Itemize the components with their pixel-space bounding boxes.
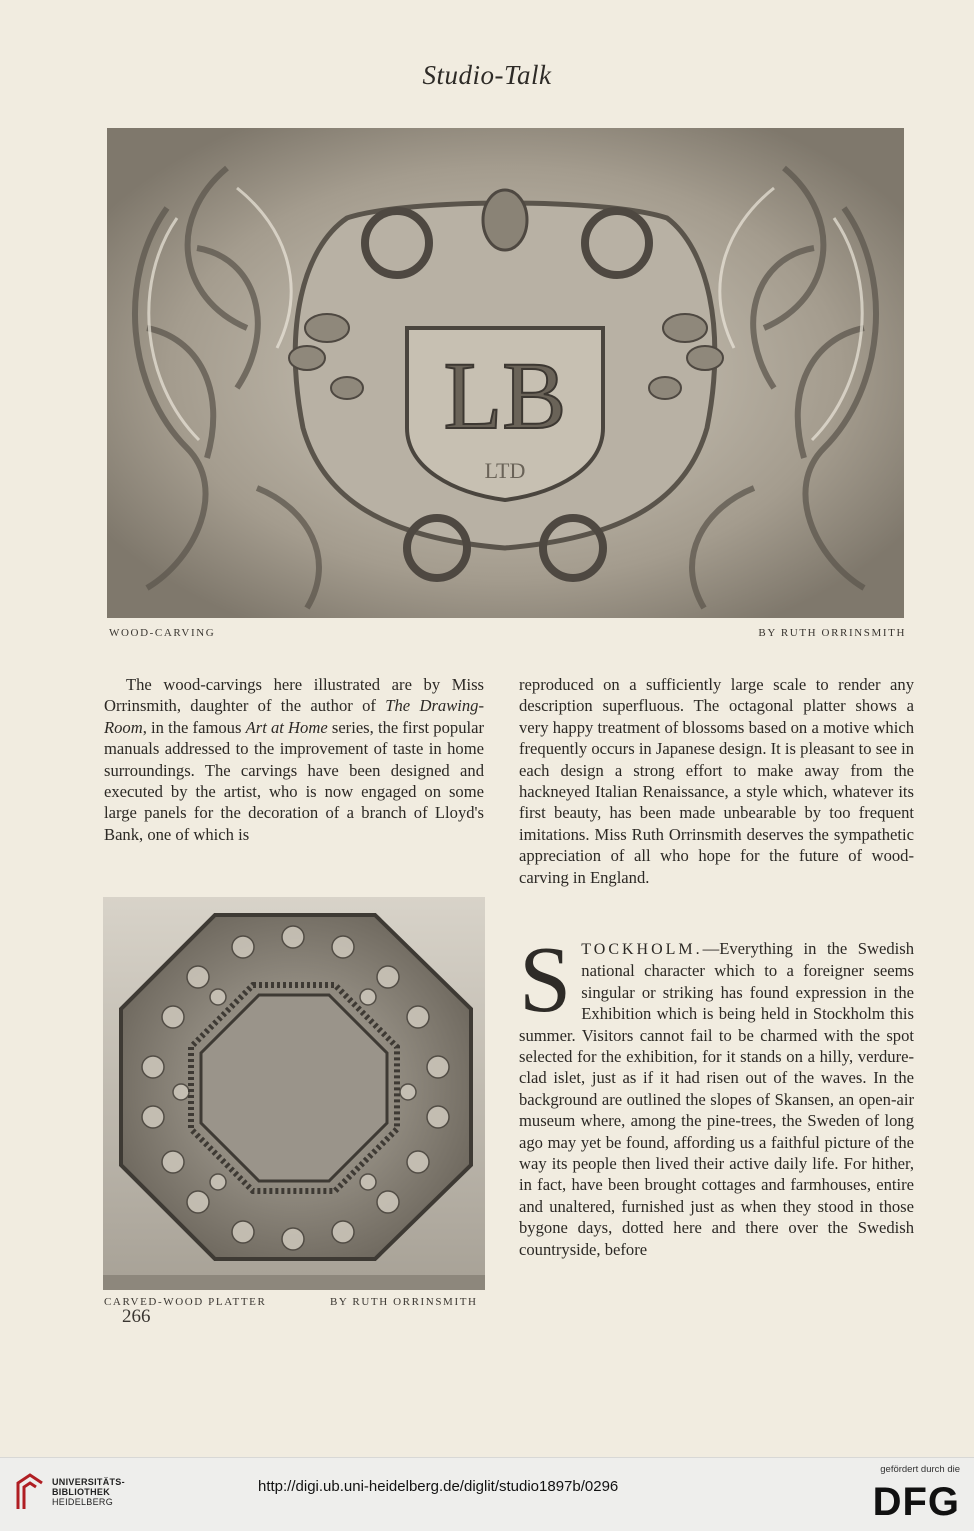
carved-platter-photo xyxy=(103,897,485,1290)
source-url-link[interactable]: http://digi.ub.uni-heidelberg.de/diglit/studio1897b/0296 xyxy=(258,1478,619,1495)
dfg-logo: DFG xyxy=(872,1480,960,1524)
wood-carving-illustration xyxy=(107,128,904,618)
bottom-figure-caption-title: CARVED-WOOD PLATTER xyxy=(104,1296,267,1308)
article-column-right-top xyxy=(519,674,914,888)
article-column-left xyxy=(104,674,484,845)
library-logo-icon xyxy=(14,1471,46,1513)
drop-cap: S xyxy=(519,928,572,1032)
article-paragraph-2: STOCKHOLM.—Everything in the Swedish national character which to a foreigner seems singular or striking has found expression in the Exhibition which is being held in Stockholm this summer. Visitors cannot fail to be charmed with the spot selected for the exhibition, for it stands on a hilly, verdure-clad islet, just as if it had risen out of the waves. In the background are outlined the slopes of Skansen, an open-air museum where, among the pine-trees, the Sweden of long ago may yet be found, affording us a faithful picture of the way its people then lived their active daily life. For hither, in fact, have been brought cottages and farmhouses, entire and unaltered, furnished just as when they stood in those bygone days, dotted here and there over the Swedish countryside, before xyxy=(519,928,914,1259)
shield-monogram: LB xyxy=(443,342,567,449)
page-number: 266 xyxy=(122,1306,151,1327)
library-name: UNIVERSITÄTS- BIBLIOTHEK HEIDELBERG xyxy=(52,1477,125,1507)
article-paragraph-1-continued: reproduced on a sufficiently large scale to render any description superfluous. The octagonal platter shows a very happy treatment of blossoms based on a motive which frequently occurs in Japanese design. It is pleasant to see in each design a strong effort to make away from the hackneyed Italian Renaissance, a style which, whatever its first beauty, has been made unbearable by too frequent imitations. Miss Ruth Orrinsmith deserves the sympathetic appreciation of all who hope for the future of wood-carving in England. xyxy=(519,675,914,887)
funded-by-label: gefördert durch die xyxy=(880,1464,960,1475)
top-figure-caption-title: WOOD-CARVING xyxy=(109,627,216,639)
article-paragraph-1: The wood-carvings here illustrated are by Miss Orrinsmith, daughter of the author of The Drawing-Room, in the famous Art at Home series, the first popular manuals addressed to the improvement of taste in home surroundings. The carvings have been designed and executed by the artist, who is now engaged on some large panels for the decoration of a branch of Lloyd's Bank, one of which is xyxy=(104,675,484,844)
top-figure-caption-credit: BY RUTH ORRINSMITH xyxy=(758,627,906,639)
carved-platter-illustration xyxy=(103,897,485,1290)
wood-carving-photo xyxy=(107,128,904,618)
shield-ltd: LTD xyxy=(484,458,526,483)
article-column-right-bottom xyxy=(519,928,914,1260)
footer-bar xyxy=(0,1457,974,1531)
running-title: Studio-Talk xyxy=(422,60,552,90)
section-lead: TOCKHOLM. xyxy=(581,941,703,958)
bottom-figure-caption-credit: BY RUTH ORRINSMITH xyxy=(330,1296,478,1308)
